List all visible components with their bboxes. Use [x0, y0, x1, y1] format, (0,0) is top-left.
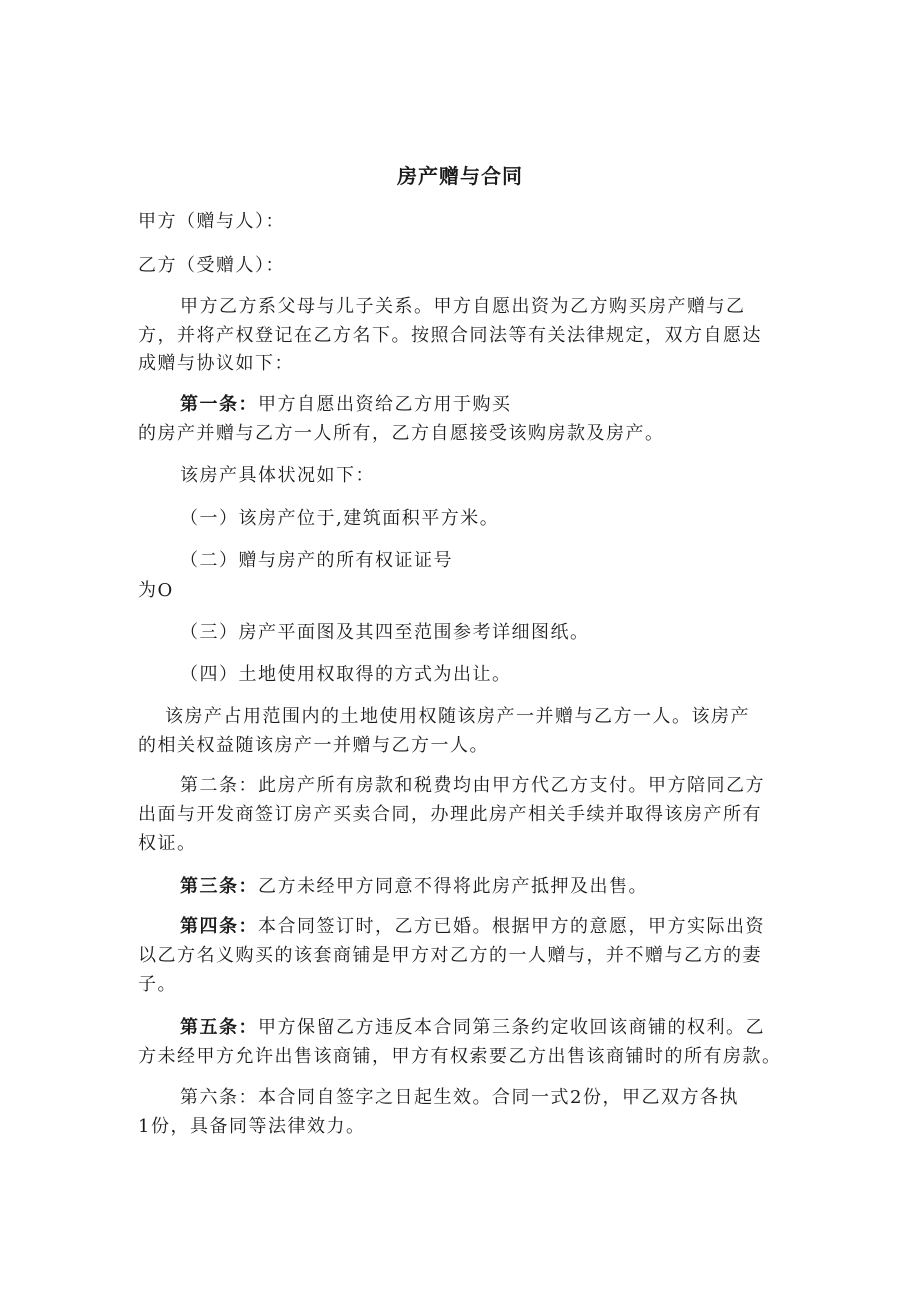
article-4-line-3: 子。 [138, 974, 177, 995]
article-1-line-2: 的房产并赠与乙方一人所有，乙方自愿接受该购房款及房产。 [138, 423, 665, 444]
article-5-line-1 [180, 1015, 765, 1041]
article-1-text: 甲方自愿出资给乙方用于购买 [258, 394, 512, 415]
intro-line-3: 成赠与协议如下： [138, 353, 294, 374]
article-5-label: 第五条： [180, 1017, 258, 1038]
article-4-label: 第四条： [180, 916, 258, 937]
article-2-line-2: 出面与开发商签订房产买卖合同，办理此房产相关手续并取得该房产所有 [138, 804, 762, 825]
article-1-label: 第一条： [180, 394, 258, 415]
article-2-line-3: 权证。 [138, 833, 197, 854]
item-2: （二）赠与房产的所有权证证号 [180, 550, 453, 571]
article-6-line-2: 1份，具备同等法律效力。 [138, 1116, 366, 1137]
item-1: （一）该房产位于,建筑面积平方米。 [180, 508, 500, 529]
page-title: 房产赠与合同 [397, 164, 523, 188]
item-2-continued: 为O [138, 580, 174, 601]
article-6-line-1: 第六条：本合同自签字之日起生效。合同一式2份，甲乙双方各执 [180, 1087, 739, 1108]
article-3 [180, 874, 648, 900]
party-b-line: 乙方（受赠人）： [138, 255, 285, 276]
article-2-line-1: 第二条：此房产所有房款和税费均由甲方代乙方支付。甲方陪同乙方 [180, 775, 765, 796]
article-4-line-1 [180, 914, 765, 940]
article-4-text: 本合同签订时，乙方已婚。根据甲方的意愿，甲方实际出资 [258, 916, 765, 937]
land-clause-line-1: 该房产占用范围内的土地使用权随该房产一并赠与乙方一人。该房产 [165, 706, 750, 727]
item-3: （三）房产平面图及其四至范围参考详细图纸。 [180, 622, 590, 643]
article-4-line-2: 以乙方名义购买的该套商铺是甲方对乙方的一人赠与，并不赠与乙方的妻 [138, 945, 762, 966]
intro-line-2: 方，并将产权登记在乙方名下。按照合同法等有关法律规定，双方自愿达 [138, 325, 762, 346]
article-3-label: 第三条： [180, 876, 258, 897]
party-a-line: 甲方（赠与人）： [138, 211, 285, 232]
land-clause-line-2: 的相关权益随该房产一并赠与乙方一人。 [138, 735, 489, 756]
article-1-line-1 [180, 392, 512, 418]
property-intro: 该房产具体状况如下： [180, 465, 375, 486]
article-3-text: 乙方未经甲方同意不得将此房产抵押及出售。 [258, 876, 648, 897]
article-5-line-2: 方未经甲方允许出售该商铺，甲方有权索要乙方出售该商铺时的所有房款。 [138, 1046, 782, 1067]
item-4: （四）土地使用权取得的方式为出让。 [180, 664, 512, 685]
intro-line-1: 甲方乙方系父母与儿子关系。甲方自愿出资为乙方购买房产赠与乙 [180, 296, 746, 317]
article-5-text: 甲方保留乙方违反本合同第三条约定收回该商铺的权利。乙 [258, 1017, 765, 1038]
